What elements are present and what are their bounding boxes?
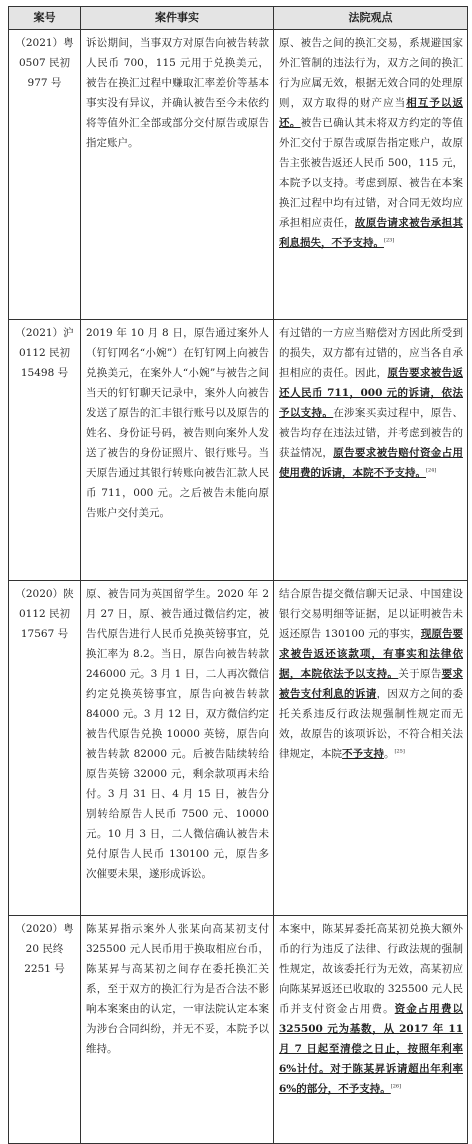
case-number-cell: （2021）沪 0112 民初 15498 号 [9,320,81,581]
court-view-text: 原、被告之间的换汇交易，系规避国家外汇管制的违法行为，双方之间的换汇行为应属无效，根据无效合同的处理原则，双方取得的财产应当 [279,37,463,109]
court-view-cell [274,30,468,320]
case-number-cell: （2020）粤 20 民终 2251 号 [9,916,81,1144]
table-row [9,916,468,1144]
footnote-ref: [23] [384,237,395,244]
case-facts-cell: 陈某昇指示案外人张某向高某初支付 325500 元人民币用于换取相应台币，陈某昇与高某初之间存在委托换汇关系，至于双方的换汇行为是否合法不影响本案案由的认定，一审法院认定本案为涉台合同纠纷，并无不妥，本院予以维持。 [81,916,274,1144]
court-ruling-emphasis: 原告要求被告赔付资金占用使用费的诉请，本院不予支持。 [279,447,463,479]
footnote-ref: [24] [426,467,437,474]
case-facts-cell: 2019 年 10 月 8 日，原告通过案外人（钉钉网名“小婉”）在钉钉网上向被告兑换美元，在案外人“小婉”与被告之间当天的钉钉聊天记录中，案外人向被告发送了原告的汇丰银行账号以及原告的姓名、身份证号码，被告则向案外人发送了被告的身份证照片、银行账号。当天原告通过其银行转账向被告汇款人民币 711，000 元。之后被告未能向原告账户交付美元。 [81,320,274,581]
court-ruling-emphasis: 现原告要求被告返还该款项，有事实和法律依据，本院依法予以支持。 [279,628,464,680]
table-row [9,320,468,581]
court-view-cell [274,320,468,581]
table-row [9,30,468,320]
court-view-text: ，因双方之间的委托关系违反行政法规强制性规定而无效，故原告的该项诉讼，不符合相关法律规定，本院 [279,688,463,760]
court-view-cell [274,916,468,1144]
court-view-text: 在涉案买卖过程中，原告、被告均存在违法过错，并考虑到被告的获益情况， [279,407,463,459]
header-case-no: 案号 [9,7,81,30]
court-ruling-emphasis: 原告要求被告返还人民币 711，000 元的诉请，依法予以支持。 [279,367,463,419]
table-row [9,581,468,916]
court-view-text: 本案中，陈某昇委托高某初兑换大额外币的行为违反了法律、行政法规的强制性规定，故该委托行为无效，高某初应向陈某昇返还已收取的 325500 元人民币并支付资金占用费。 [279,923,463,1015]
case-facts-cell: 诉讼期间，当事双方对原告向被告转款人民币 700，115 元用于兑换美元，被告在换汇过程中赚取汇率差价等基本事实没有异议，并确认被告至今未依约将等值外汇全部或部分交付原告或原告指定账户。 [81,30,274,320]
case-number-cell: （2020）陕 0112 民初 17567 号 [9,581,81,916]
header-court-view: 法院观点 [274,7,468,30]
court-view-text: 有过错的一方应当赔偿对方因此所受到的损失，双方都有过错的，应当各自承担相应的责任。因此， [279,327,463,379]
court-view-text: 。 [384,748,395,760]
cases-table [8,6,468,1144]
court-view-text: 关于原告 [398,668,442,680]
court-ruling-emphasis: 要求被告支付利息的诉请 [279,668,463,700]
case-facts-cell: 原、被告同为英国留学生。2020 年 2 月 27 日，原、被告通过微信约定，被告代原告进行人民币兑换英镑事宜，兑换汇率为 8.2。当日，原告向被告转款 246000 元。3 月 1 日，二人再次微信约定兑换英镑事宜，原告向被告转款 84000 元。3 月 12 日，双方微信约定被告代原告兑换 10000 英镑，原告向被告转款 82000 元。后被告陆续转给原告英镑 32000 元，剩余款项再未给付。3 月 31 日、4 月 15 日，被告分别转给原告人民币 7500 元、10000 元。10 月 3 日，二人微信确认被告未兑付原告人民币 130100 元，原告多次催要未果，遂形成诉讼。 [81,581,274,916]
header-row [9,7,468,30]
footnote-ref: [26] [390,1083,402,1090]
court-view-text: 被告已确认其未将双方约定的等值外汇交付于原告或原告指定账户，故原告主张被告返还人民币 500，115 元，本院予以支持。考虑到原、被告在本案换汇过程中均有过错，对合同无效均应承担相应责任， [279,117,463,229]
case-number-cell: （2021）粤 0507 民初 977 号 [9,30,81,320]
court-ruling-emphasis: 相互予以返还。 [279,97,464,129]
court-ruling-emphasis: 故原告请求被告承担其利息损失，不予支持。 [279,217,463,249]
footnote-ref: [25] [394,748,405,755]
header-facts: 案件事实 [81,7,274,30]
court-ruling-emphasis: 资金占用费以 325500 元为基数，从 2017 年 11 月 7 日起至清偿之日止，按照年利率 6%计付。对于陈某昇诉请超出年利率 6%的部分，不予支持。 [279,1003,464,1095]
court-view-cell [274,581,468,916]
court-ruling-emphasis: 不予支持 [342,748,384,760]
court-view-text: 结合原告提交微信聊天记录、中国建设银行交易明细等证据，足以证明被告未返还原告 130100 元的事实， [279,588,463,640]
